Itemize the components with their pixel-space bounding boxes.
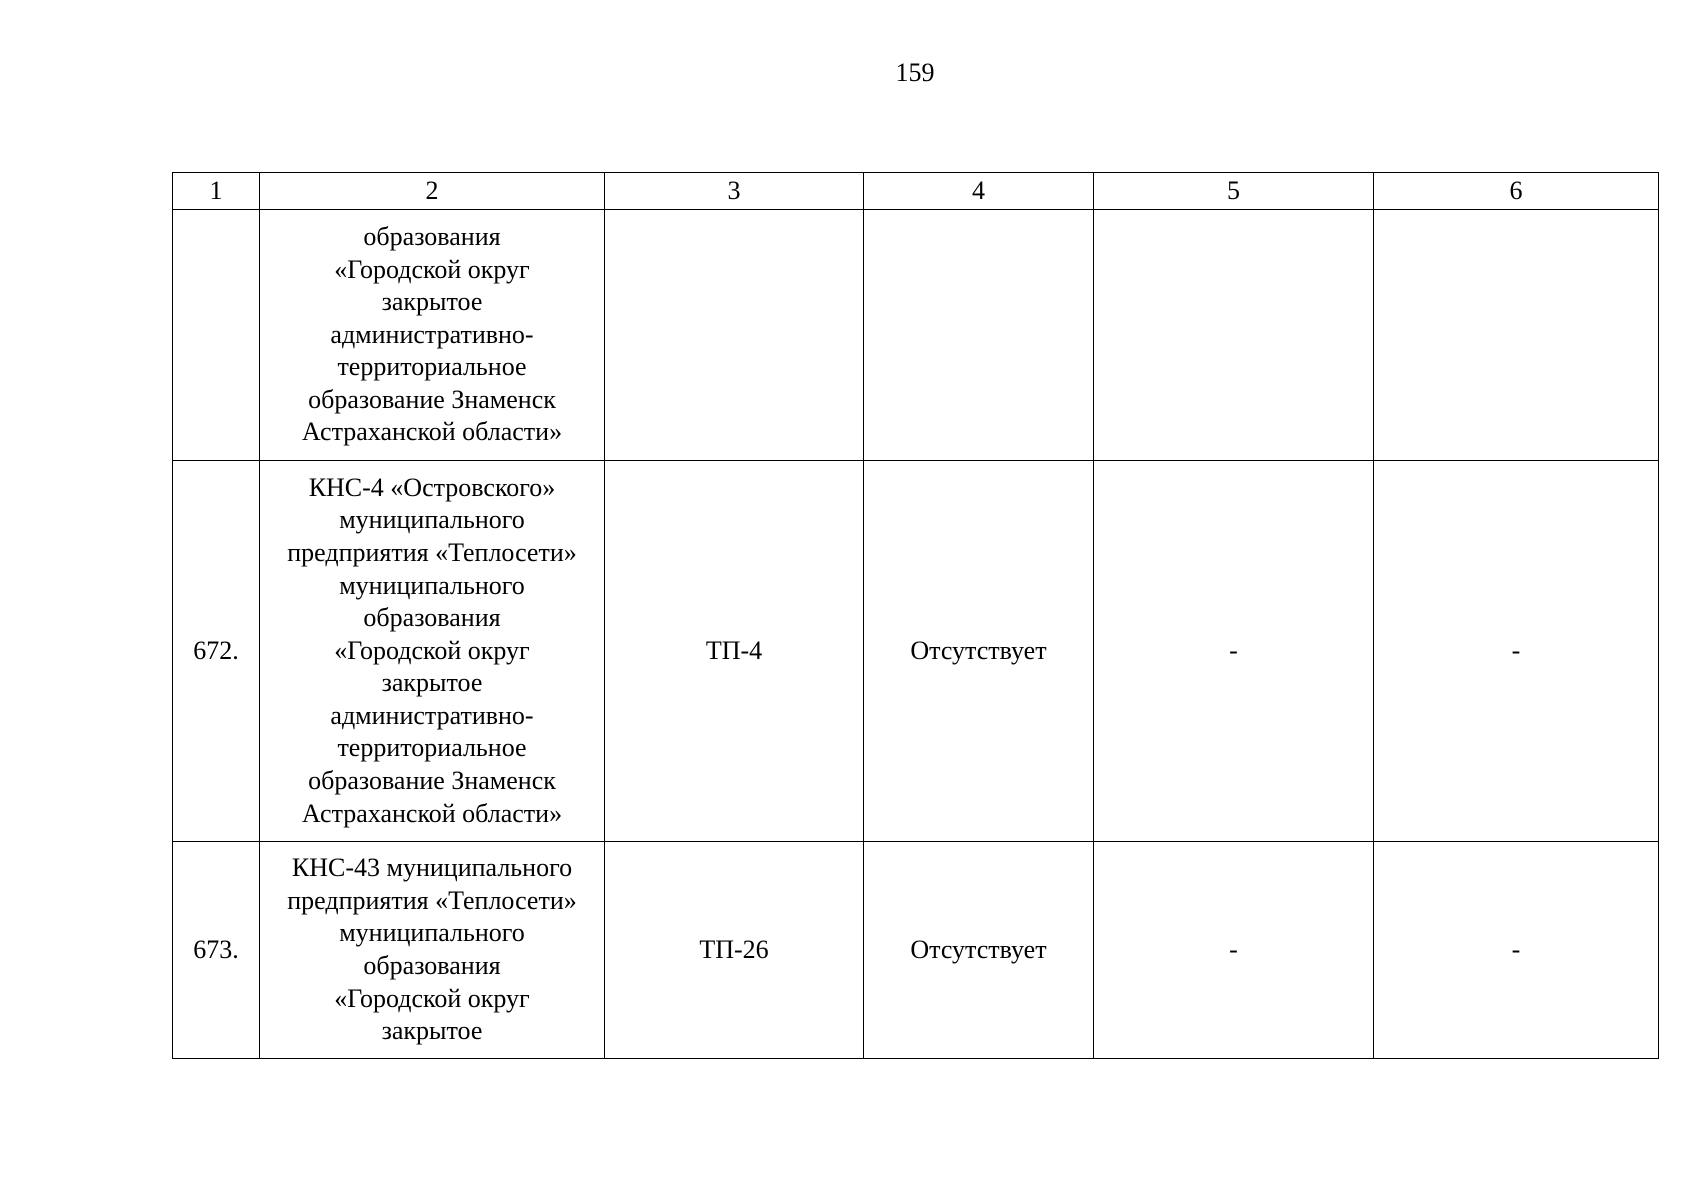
col3-cell [605, 210, 864, 461]
row-number-cell [173, 210, 260, 461]
col4-cell [864, 210, 1094, 461]
col5-cell: - [1094, 461, 1374, 842]
col5-cell: - [1094, 842, 1374, 1059]
object-name-line: «Городской округ [334, 254, 530, 284]
row-number-cell: 672. [173, 461, 260, 842]
object-name-line: закрытое [381, 287, 483, 317]
header-cell-1: 1 [173, 173, 260, 210]
object-name-line: территориальное [337, 352, 527, 382]
header-cell-4: 4 [864, 173, 1094, 210]
object-name-cell [260, 842, 605, 1059]
col4-cell: Отсутствует [864, 461, 1094, 842]
object-name-cell [260, 210, 605, 461]
object-name-line: образования [363, 603, 501, 633]
page-number: 159 [895, 58, 935, 87]
object-name-line: предприятия «Теплосети» [287, 885, 577, 915]
header-cell-2: 2 [260, 173, 605, 210]
object-name-line: муниципального [339, 918, 525, 948]
object-name-line: КНС-4 «Островского» [308, 472, 556, 502]
object-name-line: «Городской округ [334, 983, 530, 1013]
object-name-line: предприятия «Теплосети» [287, 537, 577, 567]
object-name-line: образование Знаменск [308, 766, 556, 796]
col3-cell: ТП-4 [605, 461, 864, 842]
col6-cell: - [1374, 842, 1659, 1059]
object-name-line: административно- [330, 319, 534, 349]
data-table [172, 172, 1659, 1059]
table-header-row [173, 173, 1659, 210]
table-row [173, 461, 1659, 842]
header-cell-6: 6 [1374, 173, 1659, 210]
object-name-line: образования [363, 221, 501, 251]
col3-cell: ТП-26 [605, 842, 864, 1059]
table-row [173, 842, 1659, 1059]
col4-cell: Отсутствует [864, 842, 1094, 1059]
object-name-line: административно- [330, 700, 534, 730]
row-number-cell: 673. [173, 842, 260, 1059]
object-name-line: закрытое [381, 668, 483, 698]
table-row [173, 210, 1659, 461]
header-cell-3: 3 [605, 173, 864, 210]
object-name-line: образование Знаменск [308, 384, 556, 414]
object-name-cell [260, 461, 605, 842]
object-name-line: муниципального [339, 505, 525, 535]
object-name-line: «Городской округ [334, 635, 530, 665]
col6-cell: - [1374, 461, 1659, 842]
object-name-line: территориальное [337, 733, 527, 763]
header-cell-5: 5 [1094, 173, 1374, 210]
object-name-line: Астраханской области» [301, 798, 563, 828]
object-name-line: муниципального [339, 570, 525, 600]
object-name-line: образования [363, 951, 501, 980]
object-name-line: Астраханской области» [301, 417, 563, 447]
object-name-line: КНС-43 муниципального [291, 853, 573, 883]
col5-cell [1094, 210, 1374, 461]
object-name-line: закрытое [381, 1016, 483, 1046]
col6-cell [1374, 210, 1659, 461]
